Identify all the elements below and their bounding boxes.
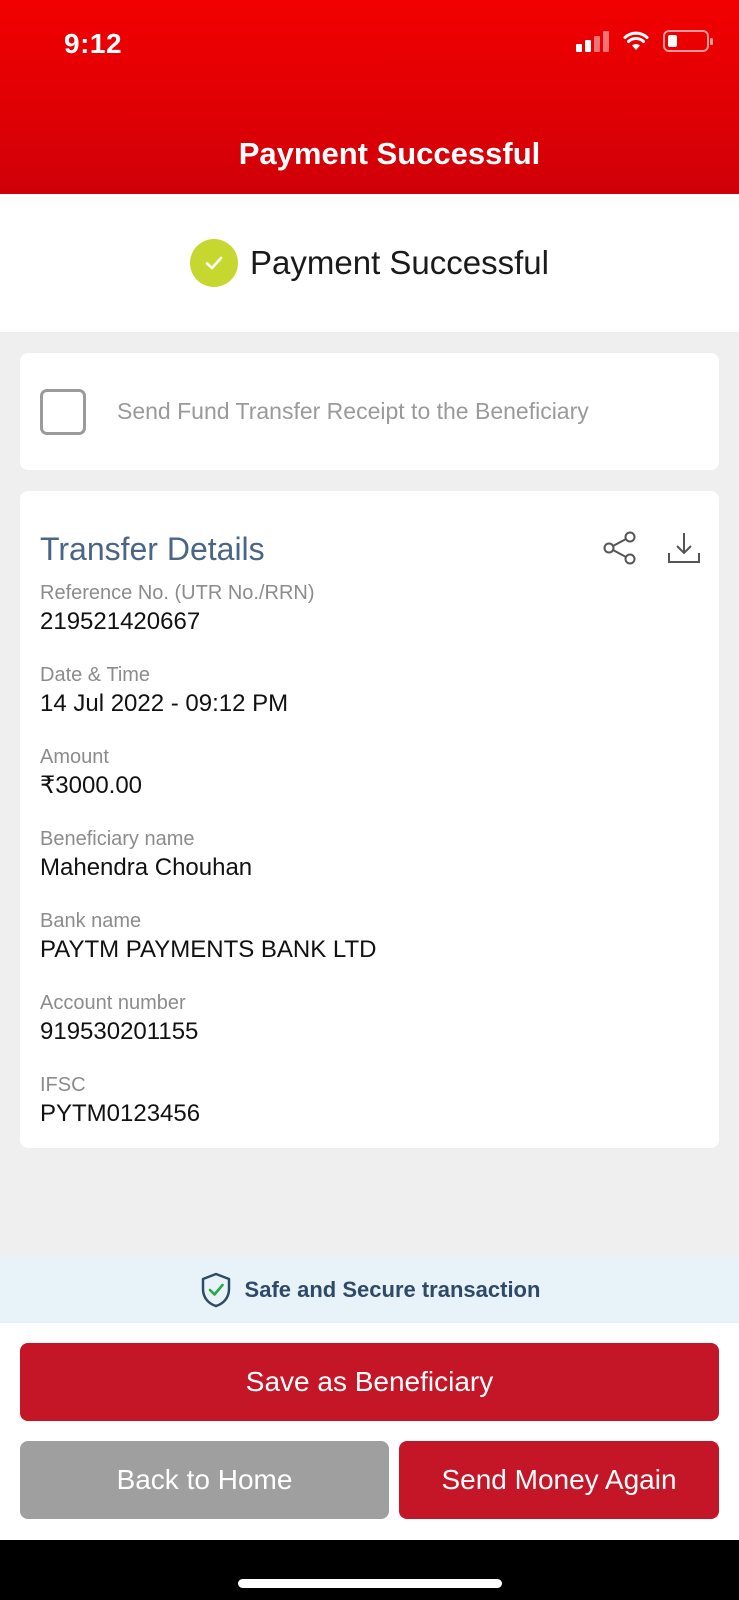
transfer-details-card [20,491,719,1148]
field-amount [40,744,699,802]
share-icon[interactable] [601,529,639,567]
field-label: Beneficiary name [40,828,195,850]
success-message: Payment Successful [250,244,549,281]
send-receipt-label: Send Fund Transfer Receipt to the Beneficiary [117,398,589,424]
field-reference-no [40,580,699,638]
system-home-bar [0,1540,739,1600]
page-title: Payment Successful [238,136,541,171]
field-ifsc [40,1072,699,1130]
shield-check-icon [199,1271,233,1309]
field-bank-name [40,908,699,966]
field-label: Bank name [40,910,142,932]
home-indicator[interactable] [238,1579,502,1588]
field-label: Reference No. (UTR No./RRN) [40,582,315,604]
save-as-beneficiary-button[interactable]: Save as Beneficiary [20,1343,719,1421]
field-value: Mahendra Chouhan [40,854,253,881]
status-bar-icons [576,30,709,52]
secure-transaction-text: Safe and Secure transaction [244,1277,541,1302]
field-value: 14 Jul 2022 - 09:12 PM [40,690,289,717]
send-money-again-button[interactable]: Send Money Again [399,1441,719,1519]
send-receipt-option[interactable] [20,353,719,470]
action-buttons [0,1323,739,1540]
field-date-time [40,662,699,720]
field-beneficiary-name [40,826,699,884]
cellular-signal-icon [576,30,609,52]
battery-icon [663,30,709,52]
field-value: PYTM0123456 [40,1100,201,1127]
field-value: 919530201155 [40,1018,199,1045]
detail-actions [601,529,703,567]
field-account-number [40,990,699,1048]
field-label: Amount [40,746,109,768]
app-header [0,0,739,194]
back-to-home-button[interactable]: Back to Home [20,1441,389,1519]
status-bar-time: 9:12 [64,28,123,59]
transfer-details-title: Transfer Details [40,531,265,567]
wifi-icon [623,31,649,51]
field-value: ₹3000.00 [40,772,143,799]
send-receipt-checkbox[interactable] [40,389,86,435]
download-icon[interactable] [665,529,703,567]
success-banner [0,194,739,332]
field-value: 219521420667 [40,608,201,635]
success-check-icon [190,239,238,287]
field-label: Date & Time [40,664,151,686]
field-label: Account number [40,992,186,1014]
field-label: IFSC [40,1074,86,1096]
field-value: PAYTM PAYMENTS BANK LTD [40,936,377,963]
secure-transaction-banner [0,1257,739,1323]
